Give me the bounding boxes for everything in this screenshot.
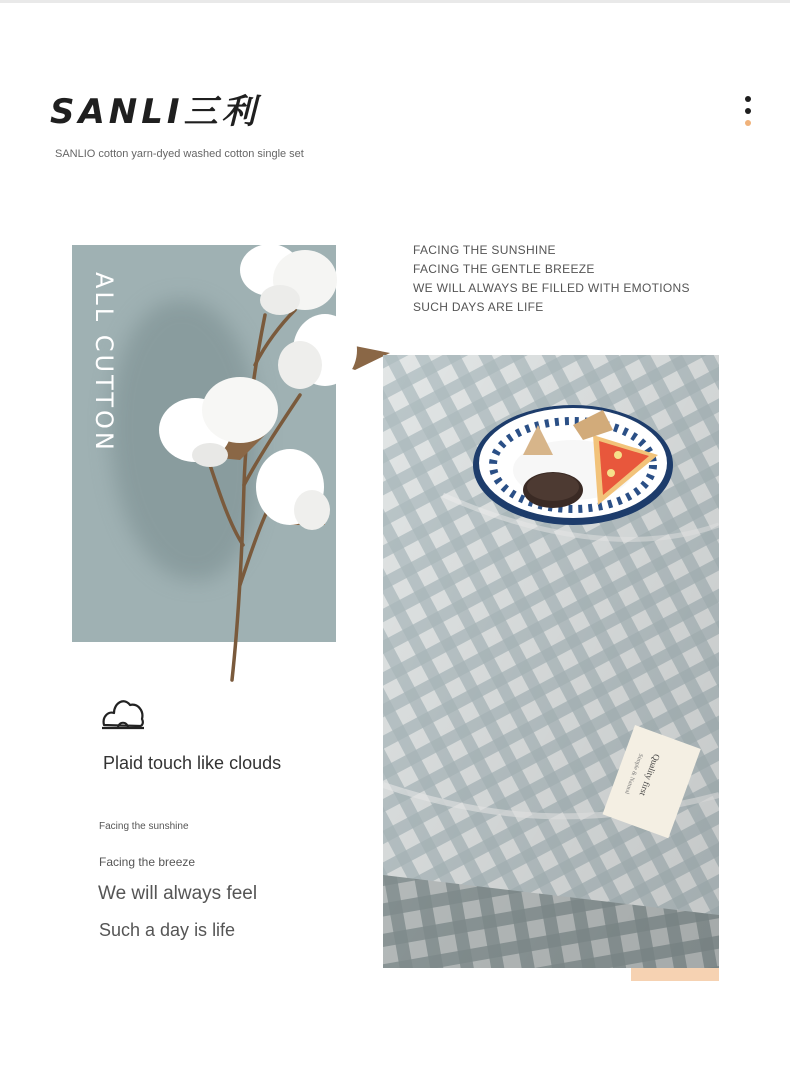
label-text-main: Quality first	[637, 752, 662, 798]
feature-line: We will always feel	[98, 883, 258, 904]
panel-vertical-label: ALL CUTTON	[90, 272, 118, 453]
quote-line: WE WILL ALWAYS BE FILLED WITH EMOTIONS	[413, 281, 690, 295]
feature-headline: Plaid touch like clouds	[103, 753, 282, 773]
menu-dot-accent	[745, 120, 751, 126]
menu-dot	[745, 96, 751, 102]
label-text-small: Simple & Natural	[623, 752, 644, 795]
feature-line: Facing the sunshine	[99, 821, 189, 832]
menu-dot	[745, 108, 751, 114]
brand-logo	[50, 92, 320, 132]
brand-subtitle: SANLIO cotton yarn-dyed washed cotton single set	[55, 148, 304, 160]
cloud-icon	[100, 693, 146, 731]
brand-logo-text: SANLI三利	[50, 92, 260, 132]
cotton-branch-image	[150, 225, 400, 685]
feature-line: Facing the breeze	[99, 855, 196, 869]
more-vertical-icon[interactable]	[742, 96, 754, 130]
quote-line: FACING THE SUNSHINE	[413, 243, 556, 257]
quote-line: FACING THE GENTLE BREEZE	[413, 262, 595, 276]
plate	[473, 405, 673, 525]
quote-block	[413, 241, 733, 317]
cotton-boll	[240, 244, 337, 315]
quote-line: SUCH DAYS ARE LIFE	[413, 300, 544, 314]
top-divider	[0, 0, 790, 3]
bedding-photo	[383, 355, 719, 968]
feature-line: Such a day is life	[99, 920, 236, 940]
